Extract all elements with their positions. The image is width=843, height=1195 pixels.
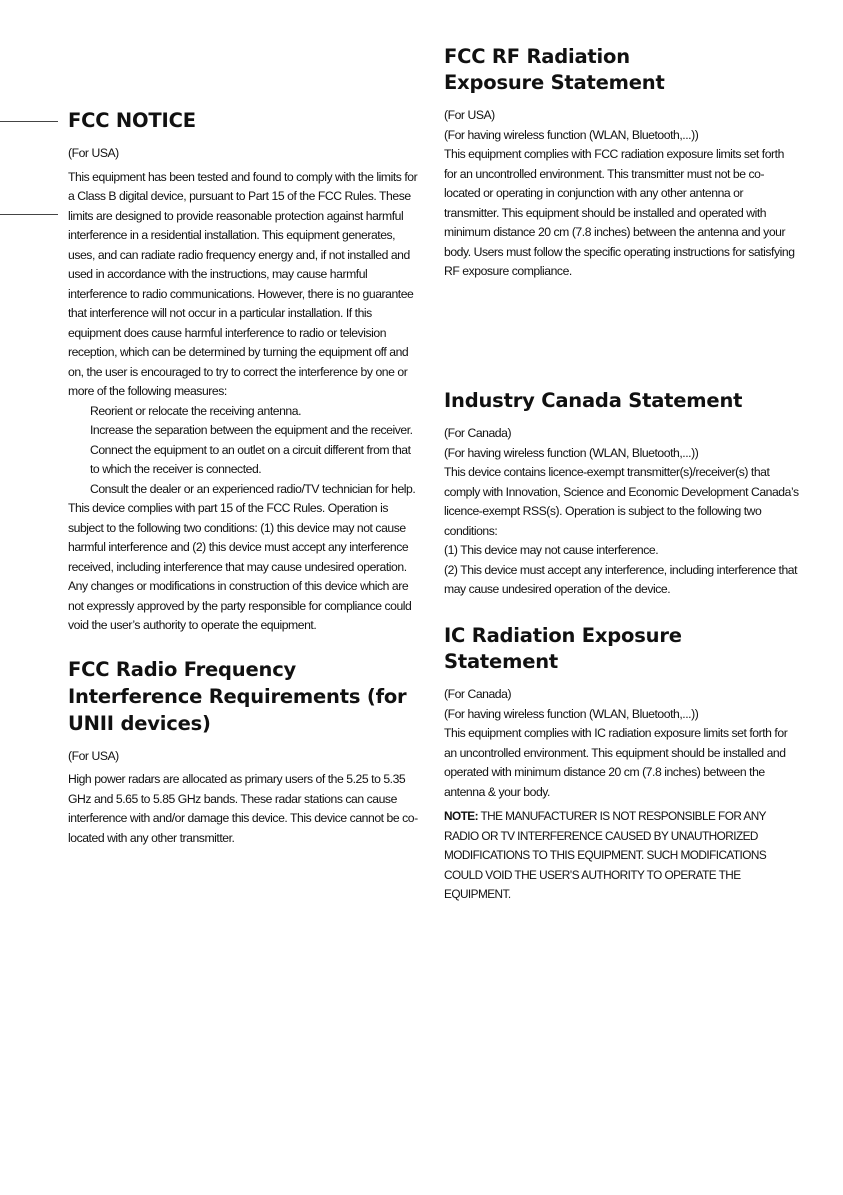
fcc-rf-exposure-section xyxy=(444,44,799,282)
industry-canada-section xyxy=(444,388,799,600)
left-column xyxy=(68,108,420,848)
right-column xyxy=(444,44,799,901)
ic-exposure-wireless: (For having wireless function (WLAN, Bluetooth,...)) xyxy=(444,706,699,721)
note-section xyxy=(444,807,799,905)
fcc-rfi-paragraph: High power radars are allocated as primary users of the 5.25 to 5.35 GHz and 5.65 to 5.85 GHz bands. These radar stations can cause interference with and/or damage this device. This device cannot be co-located with any other transmitter. xyxy=(68,772,418,845)
fcc-notice-title: FCC NOTICE xyxy=(68,109,196,132)
fcc-notice-measures-list xyxy=(68,402,420,500)
industry-canada-title: Industry Canada Statement xyxy=(444,389,743,412)
fcc-notice-paragraph-1: This equipment has been tested and found to comply with the limits for a Class B digital device, pursuant to Part 15 of the FCC Rules. These limits are designed to provide reasonable protection against harmful interference in a residential installation. This equipment generates, uses, and can radiate radio frequency energy and, if not installed and used in accordance with the instructions, may cause harmful interference to radio communications. However, there is no guarantee that interference will not occur in a particular installation. If this equipment does cause harmful interference to radio or television reception, which can be determined by turning the equipment off and on, the user is encouraged to try to correct the interference by one or more of the following measures: xyxy=(68,169,418,398)
note-text: THE MANUFACTURER IS NOT RESPONSIBLE FOR ANY RADIO OR TV INTERFERENCE CAUSED BY UNAUTHORIZED MODIFICATIONS TO THIS EQUIPMENT. SUCH MODIFICATIONS COULD VOID THE USER’S AUTHORITY TO OPERATE THE EQUIPMENT. xyxy=(444,809,767,901)
fcc-rfi-region: (For USA) xyxy=(68,748,119,763)
fcc-rf-exposure-paragraph: This equipment complies with FCC radiation exposure limits set forth for an uncontrolled environment. This transmitter must not be co-located or operating in conjunction with any other antenna or transmitter. This equipment should be installed and operated with minimum distance 20 cm (7.8 inches) between the antenna and your body. Users must follow the specific operating instructions for satisfying RF exposure compliance. xyxy=(444,147,795,278)
note-paragraph xyxy=(444,807,799,905)
measure-item: Reorient or relocate the receiving antenna. xyxy=(90,403,301,418)
ic-exposure-section xyxy=(444,623,799,802)
industry-canada-condition-2: (2) This device must accept any interference, including interference that may cause undesired operation of the device. xyxy=(444,562,798,596)
margin-rule-middle xyxy=(0,214,58,215)
ic-exposure-paragraph: This equipment complies with IC radiation exposure limits set forth for an uncontrolled environment. This equipment should be installed and operated with minimum distance 20 cm (7.8 inches) between the antenna & your body. xyxy=(444,726,788,799)
fcc-rf-exposure-region: (For USA) xyxy=(444,108,495,122)
measure-item: Consult the dealer or an experienced radio/TV technician for help. xyxy=(90,481,416,496)
industry-canada-condition-1: (1) This device may not cause interference. xyxy=(444,543,659,557)
fcc-notice-paragraph-2: This device complies with part 15 of the FCC Rules. Operation is subject to the following two conditions: (1) this device may not cause harmful interference and (2) this device must accept any interference received, including interference that may cause undesired operation. Any changes or modifications in construction of this device which are not expressly approved by the party responsible for compliance could void the user’s authority to operate the equipment. xyxy=(68,501,412,632)
fcc-rf-exposure-wireless: (For having wireless function (WLAN, Bluetooth,...)) xyxy=(444,127,699,142)
margin-rule-top xyxy=(0,121,58,122)
ic-exposure-title: IC Radiation Exposure Statement xyxy=(444,624,682,673)
fcc-rfi-title: FCC Radio Frequency Interference Requirements (for UNII devices) xyxy=(68,657,407,735)
fcc-rf-exposure-title: FCC RF Radiation Exposure Statement xyxy=(444,45,665,94)
fcc-notice-section xyxy=(68,108,420,636)
ic-exposure-region: (For Canada) xyxy=(444,687,512,701)
measure-item: Increase the separation between the equipment and the receiver. xyxy=(90,423,413,437)
fcc-notice-region: (For USA) xyxy=(68,146,119,160)
industry-canada-region: (For Canada) xyxy=(444,426,512,440)
measure-item: Connect the equipment to an outlet on a circuit different from that to which the receiver is connected. xyxy=(90,442,411,476)
note-label: NOTE: xyxy=(444,809,478,823)
fcc-rfi-section xyxy=(68,656,420,849)
industry-canada-wireless: (For having wireless function (WLAN, Bluetooth,...)) xyxy=(444,445,699,460)
industry-canada-paragraph: This device contains licence-exempt transmitter(s)/receiver(s) that comply with Innovation, Science and Economic Development Canada’s licence-exempt RSS(s). Operation is subject to the following two conditions: xyxy=(444,465,799,538)
